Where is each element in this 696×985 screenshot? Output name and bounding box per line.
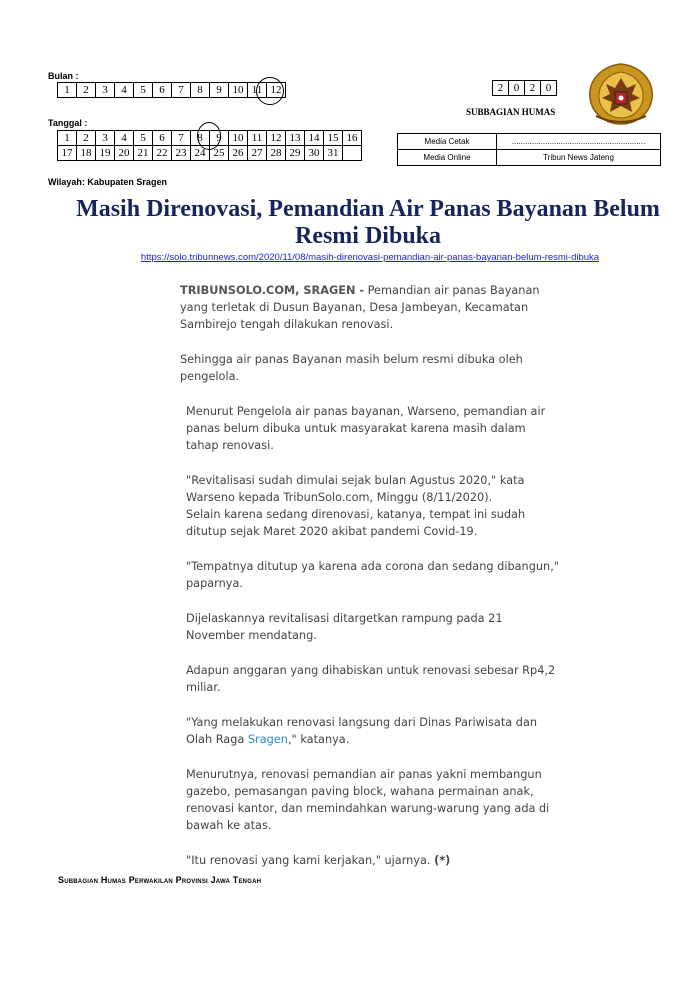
tanggal-cell: 19 xyxy=(96,146,115,161)
tanggal-cell: 4 xyxy=(115,131,134,146)
tanggal-cell: 26 xyxy=(229,146,248,161)
bulan-cell: 8 xyxy=(191,83,210,98)
tanggal-cell: 11 xyxy=(248,131,267,146)
bulan-grid xyxy=(57,82,286,98)
paragraph-text: Pemandian air panas Bayanan yang terletak di Dusun Bayanan, Desa Jambeyan, Kecamatan Sambirejo tengah dilakukan renovasi. xyxy=(180,284,540,331)
tanggal-cell: 2 xyxy=(77,131,96,146)
tanggal-cell: 7 xyxy=(172,131,191,146)
article-body xyxy=(180,282,560,887)
tanggal-cell: 1 xyxy=(58,131,77,146)
article-url-link[interactable]: https://solo.tribunnews.com/2020/11/08/masih-direnovasi-pemandian-air-panas-bayanan-belum-resmi-dibuka xyxy=(140,252,600,263)
tanggal-cell xyxy=(343,146,362,161)
garuda-emblem-icon xyxy=(582,58,660,130)
tanggal-cell: 20 xyxy=(115,146,134,161)
bulan-cell: 3 xyxy=(96,83,115,98)
year-digit: 0 xyxy=(509,81,525,96)
tanggal-cell: 16 xyxy=(343,131,362,146)
tanggal-cell: 24 xyxy=(191,146,210,161)
bulan-cell: 12 xyxy=(267,83,286,98)
year-digit: 2 xyxy=(525,81,541,96)
tanggal-cell: 9 xyxy=(210,131,229,146)
bulan-cell: 2 xyxy=(77,83,96,98)
wilayah-label: Wilayah: Kabupaten Sragen xyxy=(48,177,167,187)
paragraph: Adapun anggaran yang dihabiskan untuk renovasi sebesar Rp4,2 miliar. xyxy=(186,664,556,694)
year-box xyxy=(492,80,557,96)
media-value: Tribun News Jateng xyxy=(497,150,661,166)
tanggal-cell: 29 xyxy=(286,146,305,161)
tanggal-cell: 18 xyxy=(77,146,96,161)
article-title-line: Masih Direnovasi, Pemandian Air Panas Bayanan Belum xyxy=(76,196,660,222)
bulan-selection-circle xyxy=(256,77,284,105)
tanggal-cell: 21 xyxy=(134,146,153,161)
bulan-cell: 1 xyxy=(58,83,77,98)
bulan-cell: 11 xyxy=(248,83,267,98)
paragraph xyxy=(180,714,560,748)
paragraph-text: Selain karena sedang direnovasi, katanya, tempat ini sudah ditutup sejak Maret 2020 akibat pandemi Covid-19. xyxy=(186,508,526,538)
dateline: TRIBUNSOLO.COM, SRAGEN - xyxy=(180,284,365,297)
bulan-cell: 4 xyxy=(115,83,134,98)
tanggal-cell: 5 xyxy=(134,131,153,146)
article-title xyxy=(40,196,696,250)
tanggal-selection-circle xyxy=(197,122,221,150)
bulan-cell: 10 xyxy=(229,83,248,98)
tanggal-cell: 30 xyxy=(305,146,324,161)
paragraph-text: ," katanya. xyxy=(287,733,350,746)
tanggal-cell: 12 xyxy=(267,131,286,146)
tanggal-cell: 22 xyxy=(153,146,172,161)
bulan-cell: 6 xyxy=(153,83,172,98)
bulan-label: Bulan : xyxy=(48,71,79,81)
paragraph xyxy=(180,282,560,333)
paragraph-text: "Revitalisasi sudah dimulai sejak bulan Agustus 2020," kata Warseno kepada TribunSolo.com, Minggu (8/11/2020). xyxy=(186,474,525,504)
sragen-link[interactable]: Sragen xyxy=(247,733,288,746)
paragraph: Menurut Pengelola air panas bayanan, Warseno, pemandian air panas belum dibuka untuk masyarakat karena masih dalam tahap renovasi. xyxy=(186,405,546,452)
tanggal-cell: 27 xyxy=(248,146,267,161)
tanggal-cell: 17 xyxy=(58,146,77,161)
closing-mark: (*) xyxy=(434,854,451,867)
tanggal-cell: 6 xyxy=(153,131,172,146)
tanggal-cell: 15 xyxy=(324,131,343,146)
paragraph xyxy=(180,852,560,869)
bulan-cell: 7 xyxy=(172,83,191,98)
tanggal-cell: 10 xyxy=(229,131,248,146)
media-row xyxy=(398,150,661,166)
media-label: Media Cetak xyxy=(398,134,497,150)
tanggal-cell: 23 xyxy=(172,146,191,161)
department-label: SUBBAGIAN HUMAS xyxy=(466,107,556,117)
tanggal-cell: 3 xyxy=(96,131,115,146)
paragraph: Menurutnya, renovasi pemandian air panas yakni membangun gazebo, pemasangan paving block, wahana permainan anak, renovasi kantor, dan memindahkan warung-warung yang ada di bawah ke atas. xyxy=(186,768,550,832)
bulan-cell: 5 xyxy=(134,83,153,98)
paragraph-text: "Itu renovasi yang kami kerjakan," ujarnya. xyxy=(186,854,431,867)
tanggal-cell: 8 xyxy=(191,131,210,146)
tanggal-cell: 25 xyxy=(210,146,229,161)
paragraph-text: "Yang melakukan renovasi langsung dari Dinas Pariwisata dan Olah Raga xyxy=(186,716,538,746)
tanggal-cell: 28 xyxy=(267,146,286,161)
paragraph: "Tempatnya ditutup ya karena ada corona dan sedang dibangun," paparnya. xyxy=(186,560,559,590)
media-table xyxy=(397,133,661,166)
paragraph: Sehingga air panas Bayanan masih belum resmi dibuka oleh pengelola. xyxy=(180,353,523,383)
article-title-line: Resmi Dibuka xyxy=(294,223,442,249)
year-digit: 0 xyxy=(541,81,557,96)
year-digit: 2 xyxy=(493,81,509,96)
media-row xyxy=(398,134,661,150)
media-value: ............................................................ xyxy=(497,134,661,150)
tanggal-cell: 13 xyxy=(286,131,305,146)
tanggal-cell: 14 xyxy=(305,131,324,146)
tanggal-cell: 31 xyxy=(324,146,343,161)
paragraph xyxy=(180,472,560,540)
media-label: Media Online xyxy=(398,150,497,166)
tanggal-label: Tanggal : xyxy=(48,118,88,128)
bulan-cell: 9 xyxy=(210,83,229,98)
footer-label: Subbagian Humas Perwakilan Provinsi Jawa Tengah xyxy=(58,875,262,885)
paragraph: Dijelaskannya revitalisasi ditargetkan rampung pada 21 November mendatang. xyxy=(186,612,503,642)
